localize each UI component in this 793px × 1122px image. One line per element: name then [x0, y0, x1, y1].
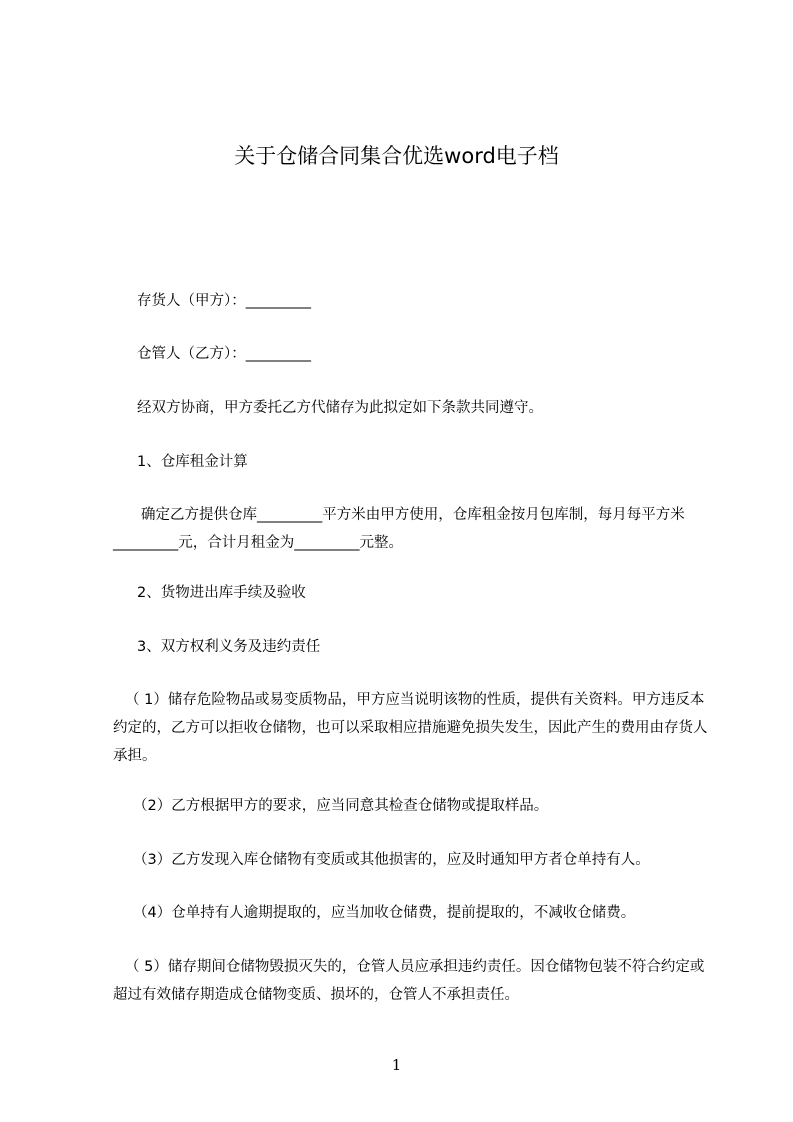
clause-5: （ 5）储存期间仓储物毁损灭失的，仓管人员应承担违约责任。因仓储物包装不符合约定或超过有效储存期造成仓储物变质、损坏的，仓管人不承担责任。	[113, 959, 705, 1003]
section-1-heading: 1、仓库租金计算	[137, 454, 248, 470]
clause-4: （4）仓单持有人逾期提取的，应当加收仓储费，提前提取的，不减收仓储费。	[133, 905, 636, 921]
section-1-body: 确定乙方提供仓库_________平方米由甲方使用，仓库租金按月包库制，每月每平方米_________元，合计月租金为_________元整。	[113, 507, 685, 551]
clause-3: （3）乙方发现入库仓储物有变质或其他损害的，应及时通知甲方者仓单持有人。	[133, 852, 650, 868]
agreement-intro: 经双方协商，甲方委托乙方代储存为此拟定如下条款共同遵守。	[137, 400, 543, 416]
section-2-heading: 2、货物进出库手续及验收	[137, 585, 306, 601]
clause-2: （2）乙方根据甲方的要求，应当同意其检查仓储物或提取样品。	[133, 798, 549, 814]
depositor-line: 存货人（甲方）：_________	[137, 293, 311, 309]
document-title: 关于仓储合同集合优选word电子档	[234, 144, 559, 168]
section-3-heading: 3、双方权利义务及违约责任	[137, 639, 321, 655]
warehouse-keeper-line: 仓管人（乙方）：_________	[137, 346, 311, 362]
page-number: 1	[391, 1056, 402, 1074]
clause-1: （ 1）储存危险物品或易变质物品，甲方应当说明该物的性质，提供有关资料。甲方违反本约定的，乙方可以拒收仓储物，也可以采取相应措施避免损失发生，因此产生的费用由存货人承担。	[113, 692, 708, 764]
